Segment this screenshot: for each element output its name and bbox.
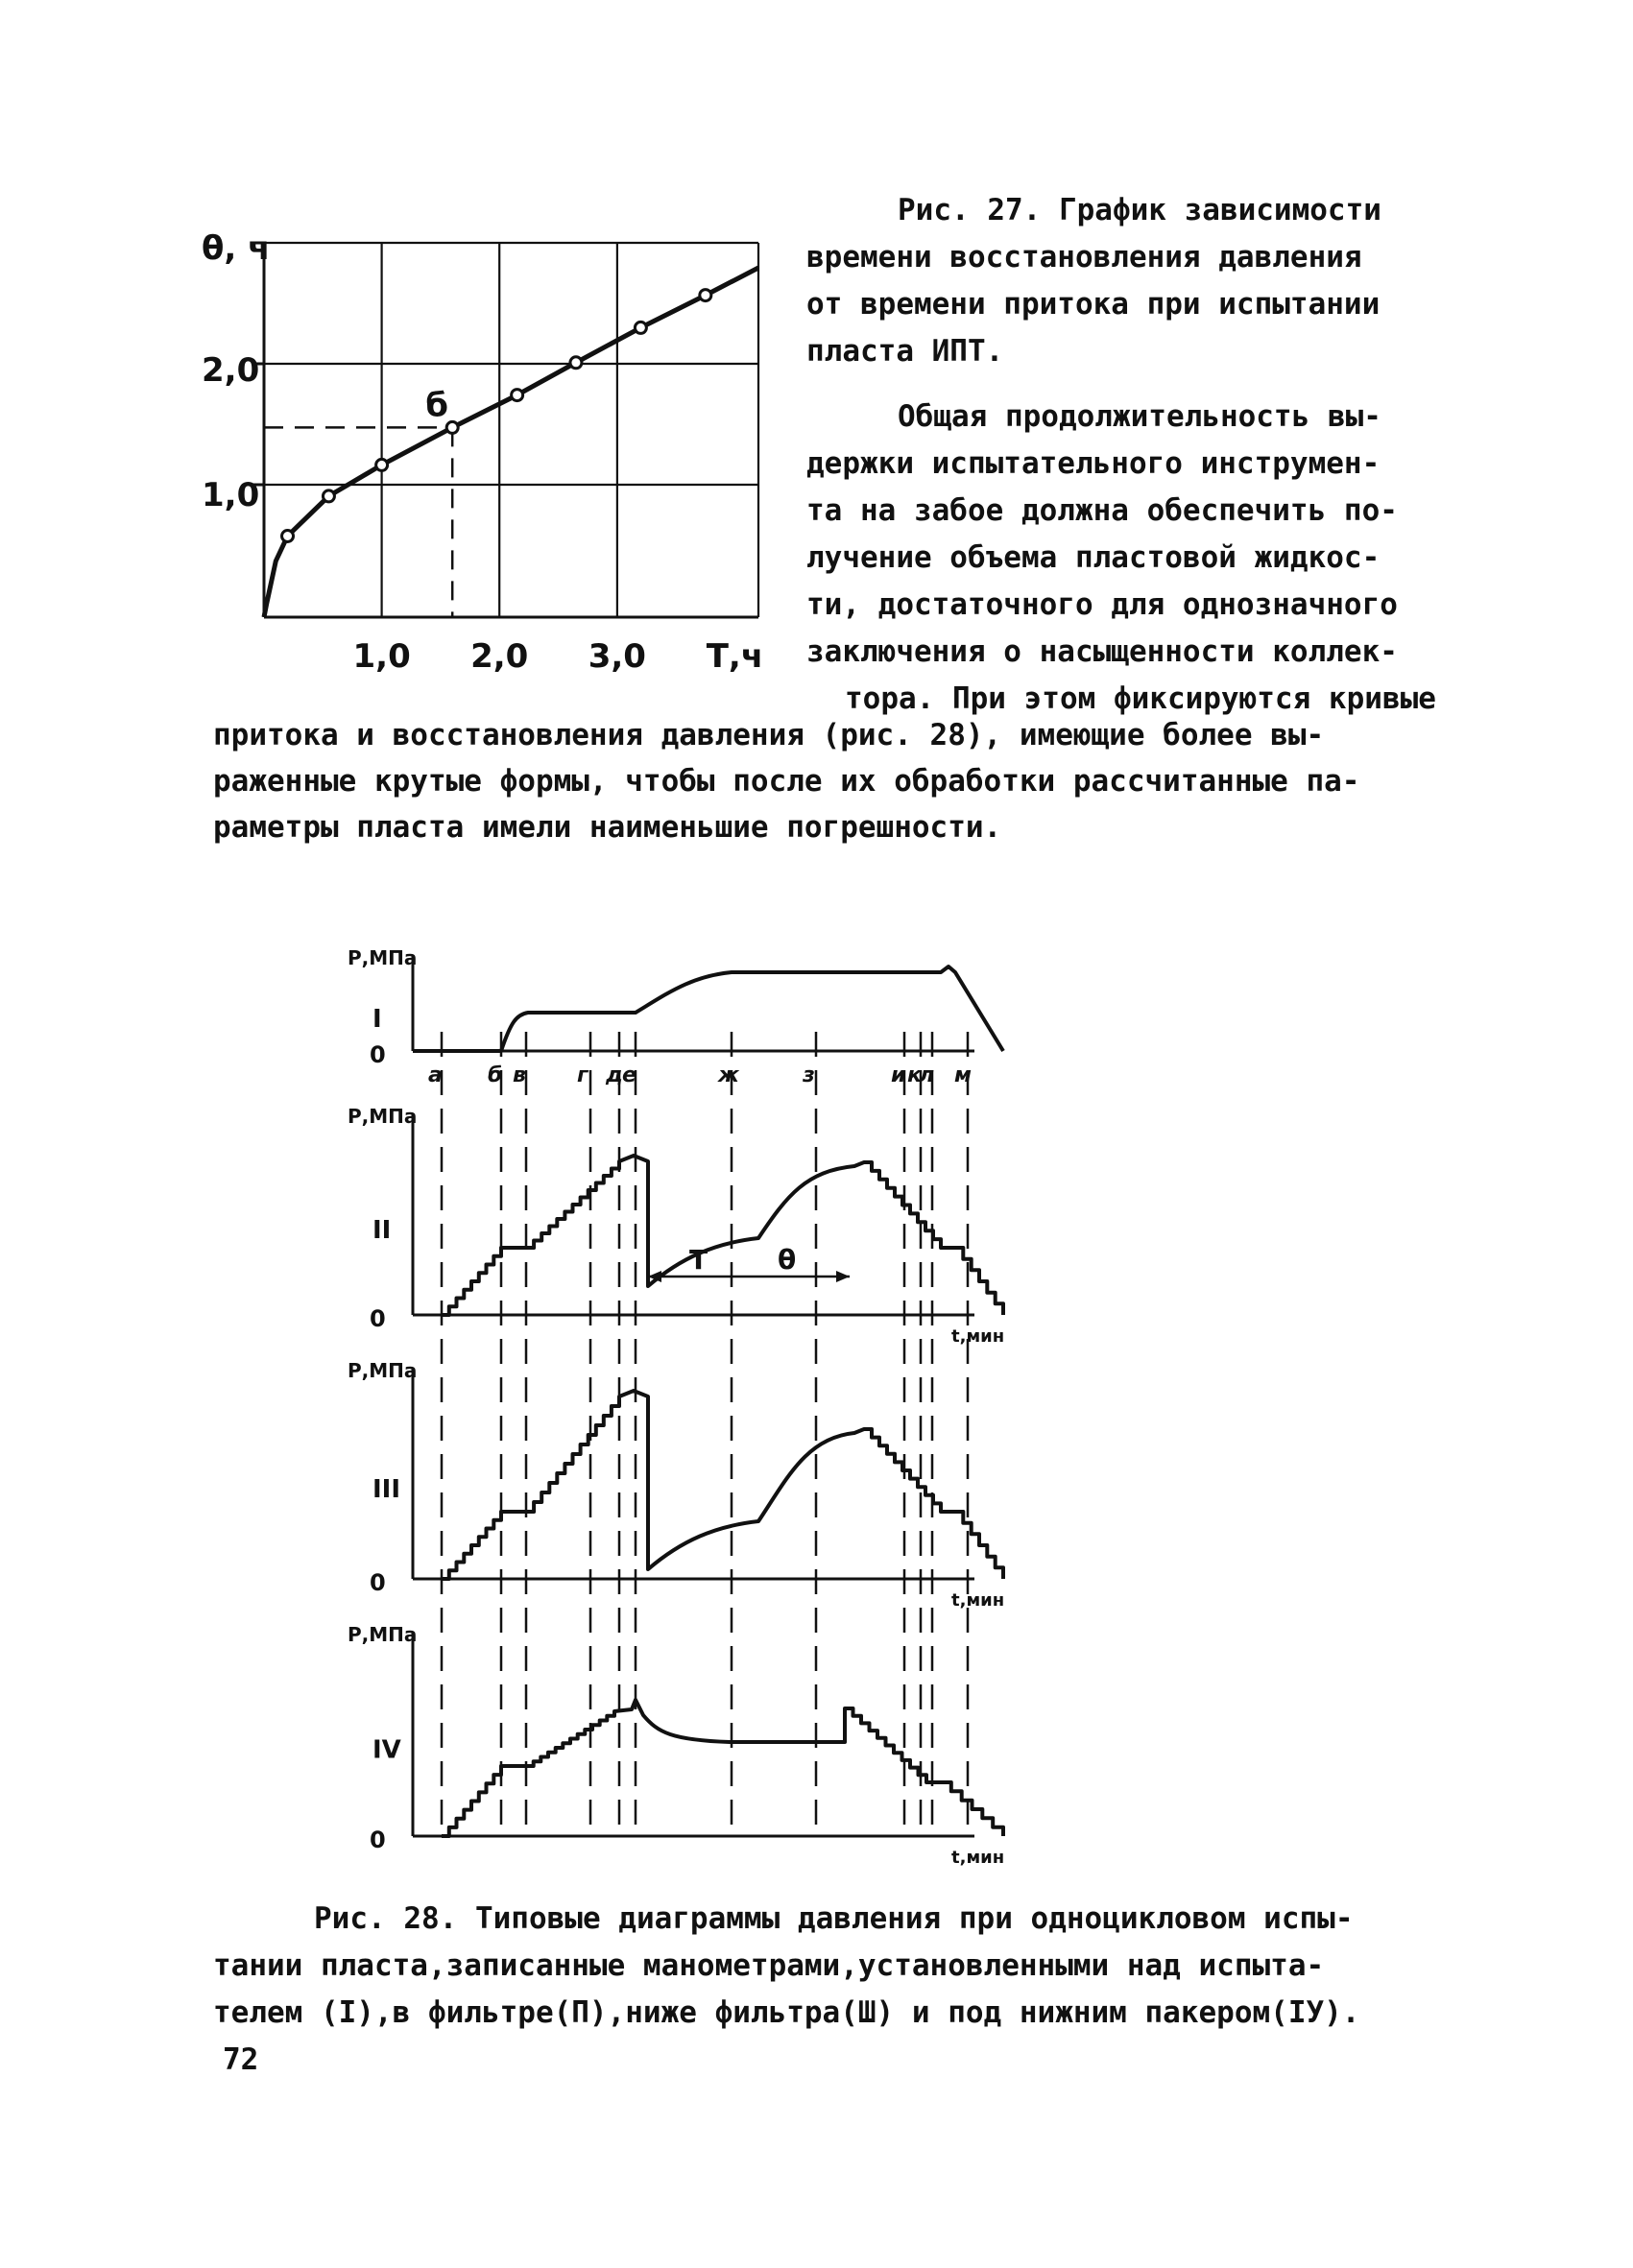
fig28-x-unit: t,мин [951,1848,1005,1868]
fig28-event-labels [428,1063,972,1087]
fig28-y-unit: Р,МПа [348,1359,418,1382]
figure27-caption-line: от времени притока при испытании [806,287,1381,322]
fig28-y-axis-labels [348,946,1004,1868]
body-line: тора. При этом фиксируются кривые [845,681,1436,716]
fig27-data-point [700,290,711,301]
fig28-panel-label: I [372,1005,382,1034]
fig28-panel-label: II [372,1216,392,1245]
fig27-x-tick-label: 3,0 [588,637,646,676]
fig27-axes [253,243,758,617]
fig27-data-point [512,390,523,401]
fig27-ylabel: θ, ч [202,229,271,268]
fig27-data-point [376,459,388,470]
figure27-caption [806,187,1421,375]
body-paragraph-narrow [806,394,1440,723]
fig27-data-point [446,421,458,433]
fig28-y-unit: Р,МПа [348,1105,418,1128]
fig28-event-label: д [606,1063,623,1087]
fig28-event-label: г [577,1063,588,1087]
fig28-x-unit: t,мин [951,1590,1005,1611]
body-line: раженные крутые формы, чтобы после их обработки рассчитанные па- [213,764,1360,799]
fig28-event-label: з [803,1063,815,1087]
fig27-y-tick-label: 2,0 [202,351,260,390]
fig28-event-label: е [622,1063,636,1087]
figure27-caption-line: пласта ИПТ. [806,334,1004,369]
fig28-event-label: в [513,1063,526,1087]
figure28-caption-line: телем (I),в фильтре(П),ниже фильтра(Ш) и под нижним пакером(IУ). [213,1995,1360,2030]
fig27-series-line [264,268,758,617]
fig28-panel-label: III [372,1475,401,1504]
fig28-event-lines [442,1032,968,1838]
fig27-y-tick-labels [202,351,259,514]
fig28-interval-label-theta: θ [778,1244,797,1276]
fig28-panel-label: IV [372,1735,401,1765]
fig28-zero-label: 0 [370,1305,386,1332]
fig28-zero-label: 0 [370,1826,386,1853]
figure27-caption-line: Рис. 27. График зависимости [898,193,1381,227]
figure28-diagram [326,917,1286,1876]
fig27-data-point [570,357,582,369]
fig28-x-unit: t,мин [951,1326,1005,1347]
fig28-zero-label: 0 [370,1041,386,1068]
figure28-caption-line: Рис. 28. Типовые диаграммы давления при одноцикловом испы- [314,1901,1354,1936]
fig28-event-label: м [954,1063,972,1087]
fig28-interval-label-T: T [689,1244,708,1276]
fig28-event-label: л [919,1063,935,1087]
body-line: держки испытательного инструмен- [806,446,1381,481]
fig28-y-unit: Р,МПа [348,1623,418,1646]
body-line: лучение объема пластовой жидкос- [806,540,1381,575]
fig27-annotation: б [425,386,448,425]
fig28-event-label: а [428,1063,443,1087]
body-line: Общая продолжительность вы- [898,399,1381,434]
fig27-grid [264,243,758,617]
body-line: та на забое должна обеспечить по- [806,493,1398,528]
page-number: 72 [223,2042,259,2077]
fig27-x-tick-label: 1,0 [352,637,411,676]
fig28-event-label: б [488,1063,503,1087]
fig27-x-tick-labels [353,637,764,676]
figure28-caption [213,1896,1442,2037]
figure28-caption-line: тании пласта,записанные манометрами,установленными над испыта- [213,1948,1325,1983]
figure27-chart [192,219,806,699]
body-line: ти, достаточного для однозначного [806,587,1398,622]
fig27-markers [282,290,711,542]
fig27-data-point [323,490,334,502]
fig28-event-label: ж [718,1063,739,1087]
fig28-event-label: и [891,1063,906,1087]
body-line: раметры пласта имели наименьшие погрешности. [213,810,1002,845]
body-line: заключения о насыщенности коллек- [806,634,1398,669]
fig27-x-tick-label: 2,0 [470,637,529,676]
fig27-data-point [282,531,294,542]
fig28-arrowhead [836,1271,850,1282]
fig27-guides [264,427,452,617]
fig28-y-unit: Р,МПа [348,946,418,969]
fig28-event-label: к [907,1063,922,1087]
body-paragraph-wide [213,712,1432,850]
fig27-y-tick-label: 1,0 [202,476,260,514]
fig27-data-point [635,322,646,333]
figure27-caption-line: времени восстановления давления [806,240,1362,275]
body-line: притока и восстановления давления (рис. 28), имеющие более вы- [213,718,1325,752]
fig28-zero-label: 0 [370,1569,386,1596]
fig27-x-tick-label: Т,ч [706,637,764,676]
